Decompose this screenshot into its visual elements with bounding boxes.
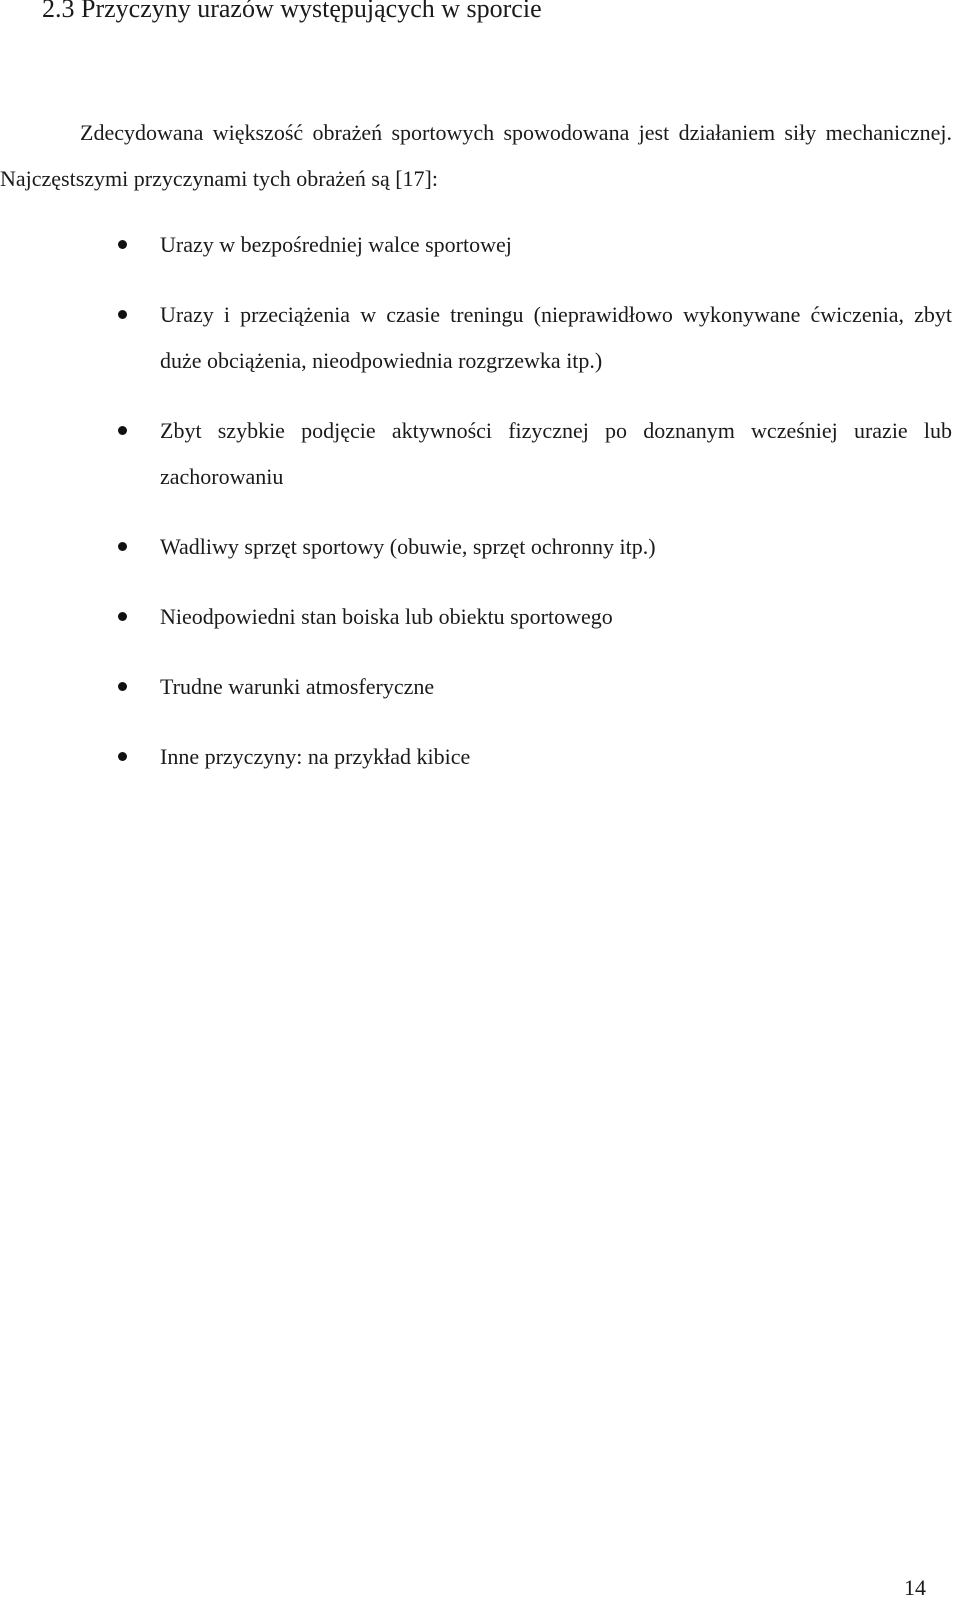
list-item-text: Urazy i przeciążenia w czasie treningu (nieprawidłowo wykonywane ćwiczenia, zbyt duże obciążenia, nieodpowiednia rozgrzewka itp.) (160, 302, 952, 373)
intro-paragraph (0, 110, 952, 202)
intro-text: Zdecydowana większość obrażeń sportowych spowodowana jest działaniem siły mechanicznej. Najczęstszymi przyczynami tych obrażeń są [17]: (0, 120, 952, 191)
bullet-icon (118, 240, 127, 249)
bullet-icon (118, 752, 127, 761)
section-heading: 2.3 Przyczyny urazów występujących w sporcie (42, 0, 542, 23)
bullet-icon (118, 426, 127, 435)
list-item (0, 524, 960, 570)
list-item (0, 594, 960, 640)
list-item-text: Trudne warunki atmosferyczne (160, 674, 435, 699)
bullet-icon (118, 612, 127, 621)
list-item-text: Zbyt szybkie podjęcie aktywności fizycznej po doznanym wcześniej urazie lub zachorowaniu (160, 418, 952, 489)
list-item-text: Nieodpowiedni stan boiska lub obiektu sportowego (160, 604, 613, 629)
list-item-text: Wadliwy sprzęt sportowy (obuwie, sprzęt ochronny itp.) (160, 534, 656, 559)
bullet-icon (118, 682, 127, 691)
list-item (0, 664, 960, 710)
list-item (0, 734, 960, 780)
bullet-icon (118, 310, 127, 319)
list-item-text: Inne przyczyny: na przykład kibice (160, 744, 471, 769)
list-item (0, 222, 960, 268)
bullet-icon (118, 542, 127, 551)
page-number: 14 (904, 1575, 926, 1600)
causes-list (0, 222, 960, 804)
list-item-text: Urazy w bezpośredniej walce sportowej (160, 232, 512, 257)
list-item (0, 408, 960, 500)
list-item (0, 292, 960, 384)
